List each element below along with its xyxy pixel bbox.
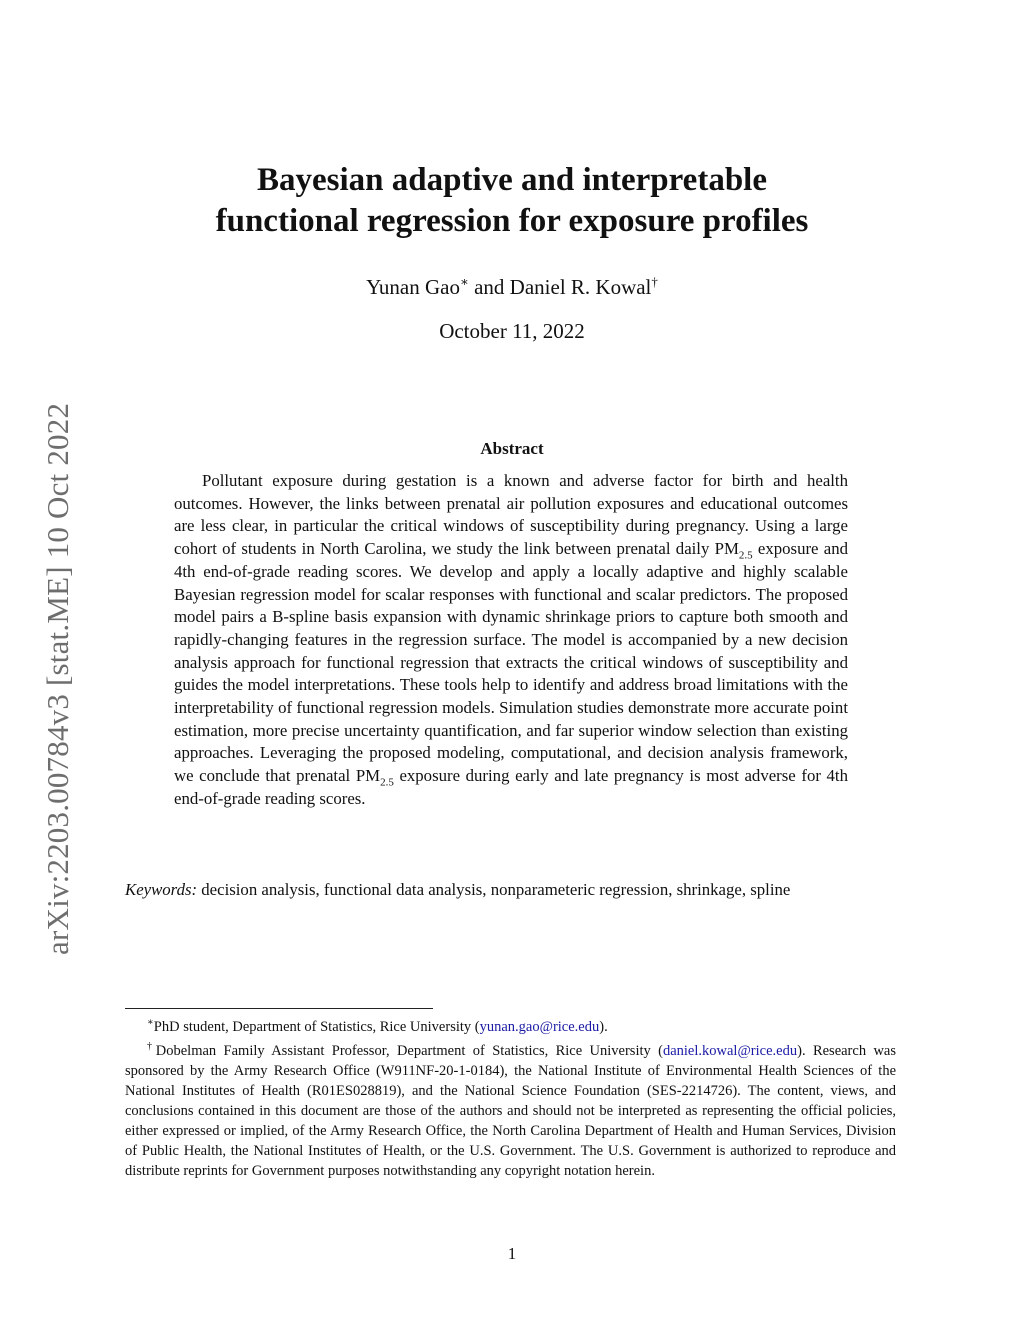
page-number: 1: [507, 1244, 517, 1263]
author-2-footnote-mark: †: [651, 274, 658, 289]
footnote-2-email-link[interactable]: daniel.kowal@rice.edu: [662, 1042, 798, 1059]
title-line-1: Bayesian adaptive and interpretable: [256, 162, 767, 198]
footnote-2: [125, 1037, 896, 1181]
title-line-2: functional regression for exposure profiles: [215, 203, 809, 239]
footnotes: [125, 1013, 896, 1181]
abstract-text-1: Pollutant exposure during gestation is a known and adverse factor for birth and health outcomes. However, the links between prenatal air pollution exposures and educational outcomes are less clear, in particular the critical windows of susceptibility during pregnancy. Using a large cohort of students in North Carolina, we study the link between prenatal daily PM: [174, 471, 848, 559]
abstract-body: [174, 470, 848, 811]
footnote-2-end: ). Research was sponsored by the Army Research Office (W911NF-20-1-0184), the National Institute of Environmental Health Sciences of the National Institutes of Health (R01ES028819), and the National Science Foundation (SES-2214726). The content, views, and conclusions contained in this document are those of the authors and should not be interpreted as representing the official policies, either expressed or implied, of the Army Research Office, the North Carolina Department of Health and Human Services, Division of Public Health, the National Institutes of Health, or the U.S. Government. The U.S. Government is authorized to reproduce and distribute reprints for Government purposes notwithstanding any copyright notation herein.: [125, 1042, 897, 1179]
footnote-2-text: Dobelman Family Assistant Professor, Department of Statistics, Rice University (: [155, 1042, 663, 1059]
abstract-heading: Abstract: [480, 439, 544, 458]
keywords-label: Keywords:: [125, 880, 198, 899]
footnote-divider: [125, 1008, 433, 1009]
footnote-1-email-link[interactable]: yunan.gao@rice.edu: [479, 1018, 600, 1035]
abstract-text-2: exposure and 4th end-of-grade reading scores. We develop and apply a locally adaptive and highly scalable Bayesian regression model for scalar responses with functional and scalar predictors. The proposed model pairs a B-spline basis expansion with dynamic shrinkage priors to capture both smooth and rapidly-changing features in the regression surface. The model is accompanied by a new decision analysis approach for functional regression that extracts the critical windows of susceptibility and guides the model interpretations. These tools help to identify and address broad limitations with the interpretability of functional regression models. Simulation studies demonstrate more accurate point estimation, more precise uncertainty quantification, and far superior window selection than existing approaches. Leveraging the proposed modeling, computational, and decision analysis framework, we conclude that prenatal PM: [174, 539, 848, 786]
keywords-text: decision analysis, functional data analysis, nonparameteric regression, shrinkage, spline: [197, 880, 791, 899]
publication-date: October 11, 2022: [439, 319, 585, 343]
footnote-2-mark: †: [147, 1040, 156, 1052]
keywords: [125, 878, 896, 901]
footnote-1-end: ).: [599, 1018, 608, 1035]
abstract-text-3: exposure during early and late pregnancy is most adverse for 4th end-of-grade reading scores.: [174, 766, 848, 808]
footnote-1-text: PhD student, Department of Statistics, Rice University (: [153, 1018, 480, 1035]
pm-subscript-2: 2.5: [380, 776, 394, 789]
footnote-1: [125, 1013, 896, 1037]
arxiv-identifier: arXiv:2203.00784v3 [stat.ME] 10 Oct 2022: [40, 402, 75, 955]
paper-title: [130, 160, 894, 242]
author-1: Yunan Gao: [366, 275, 460, 299]
author-2: Daniel R. Kowal: [509, 275, 652, 299]
author-list: [130, 269, 894, 300]
footnote-1-mark: ∗: [147, 1017, 154, 1028]
author-1-footnote-mark: ∗: [460, 274, 469, 289]
author-conjunction: and: [468, 275, 510, 299]
pm-subscript-1: 2.5: [738, 549, 753, 562]
